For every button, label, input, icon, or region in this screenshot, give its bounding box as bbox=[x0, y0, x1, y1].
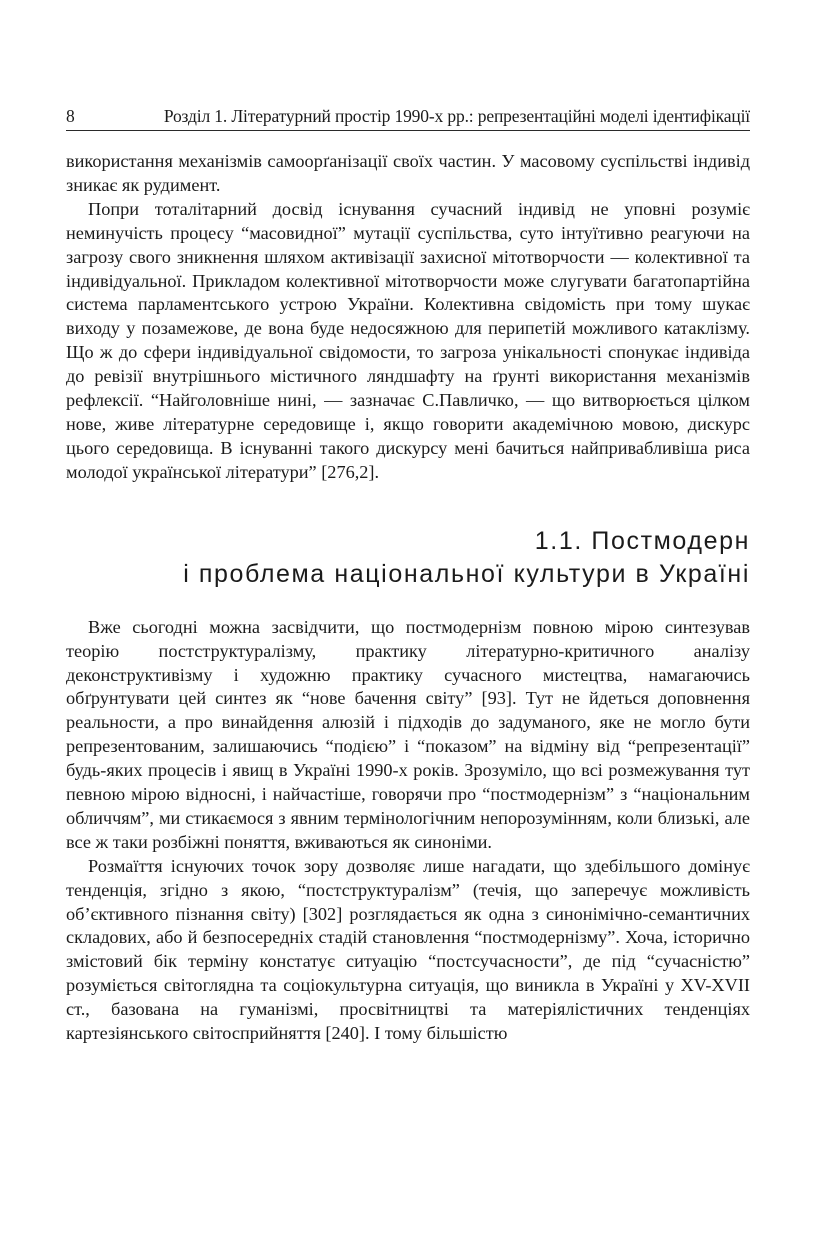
text-block-top bbox=[66, 150, 750, 485]
paragraph: Розмаїття існуючих точок зору дозволяє лише нагадати, що здебільшого домінує тенденція, згідно з якою, “постструктуралізм” (течія, що заперечує можливість об’єктивного пізнання світу) [302] розглядається як одна з синонімічно-семантичних складових, або й безпосередніх стадій становлення “постмодернізму”. Хоча, історично змістовий бік терміну констатує ситуацію “постсучасности”, де під “сучасністю” розуміється світоглядна та соціокультурна ситуація, що виникла в Україні у XV-XVII ст., базована на гуманізмі, просвітництві та матеріялістичних тенденціях картезіянського світосприйняття [240]. І тому більшістю bbox=[66, 855, 750, 1044]
book-page bbox=[66, 104, 750, 1046]
paragraph: Вже сьогодні можна засвідчити, що постмодернізм повною мірою синтезував теорію постструктуралізму, практику літературно-критичного аналізу деконструктивізму і художню практику сучасного мистецтва, намагаючись обґрунтувати цей синтез як “нове бачення світу” [93]. Тут не йдеться доповнення реальности, а про винайдення алюзій і підходів до задуманого, яке не могло бути репрезентованим, залишаючись “подією” і “показом” на відміну від “репрезентації” будь-яких процесів і явищ в Україні 1990-х років. Зрозуміло, що всі розмежування тут певною мірою відносні, і найчастіше, говорячи про “постмодернізм” з “національним обличчям”, ми стикаємося з явним термінологічним непорозумінням, коли близькі, але все ж таки розбіжні поняття, вживаються як синоніми. bbox=[66, 616, 750, 852]
paragraph: Попри тоталітарний досвід існування сучасний індивід не уповні розуміє неминучість процесу “масовидної” мутації суспільства, суто інтуїтивно реагуючи на загрозу свого зникнення шляхом активізації захисної мітотворчости — колективної та індивідуальної. Прикладом колективної мітотворчости може слугувати багатопартійна система парламентського устрою України. Колективна свідомість при тому шукає виходу у позамежове, де вона буде недосяжною для перипетій можливого катаклізму. Що ж до сфери індивідуальної свідомости, то загроза унікальності спонукає індивіда до ревізії внутрішнього містичного ляндшафту на ґрунті використання механізмів рефлексії. “Найголовніше нині, — зазначає С.Павличко, — що витворюється цілком нове, живе літературне середовище і, якщо говорити академічною мовою, дискурс цього середовища. В існуванні такого дискурсу мені бачиться найпривабливіша риса молодої української літератури” [276,2]. bbox=[66, 198, 750, 482]
running-header bbox=[66, 104, 750, 131]
section-heading bbox=[66, 525, 750, 591]
section-heading-line-2: і проблема національної культури в Україні bbox=[183, 559, 750, 588]
running-title: Розділ 1. Літературний простір 1990-х рр.: репрезентаційні моделі ідентифікації bbox=[163, 106, 750, 126]
section-heading-line-1: 1.1. Постмодерн bbox=[534, 526, 750, 555]
paragraph: використання механізмів самоорґанізації своїх частин. У масовому суспільстві індивід зникає як рудимент. bbox=[66, 151, 750, 195]
page-number: 8 bbox=[66, 106, 75, 126]
text-block-bottom bbox=[66, 616, 750, 1046]
